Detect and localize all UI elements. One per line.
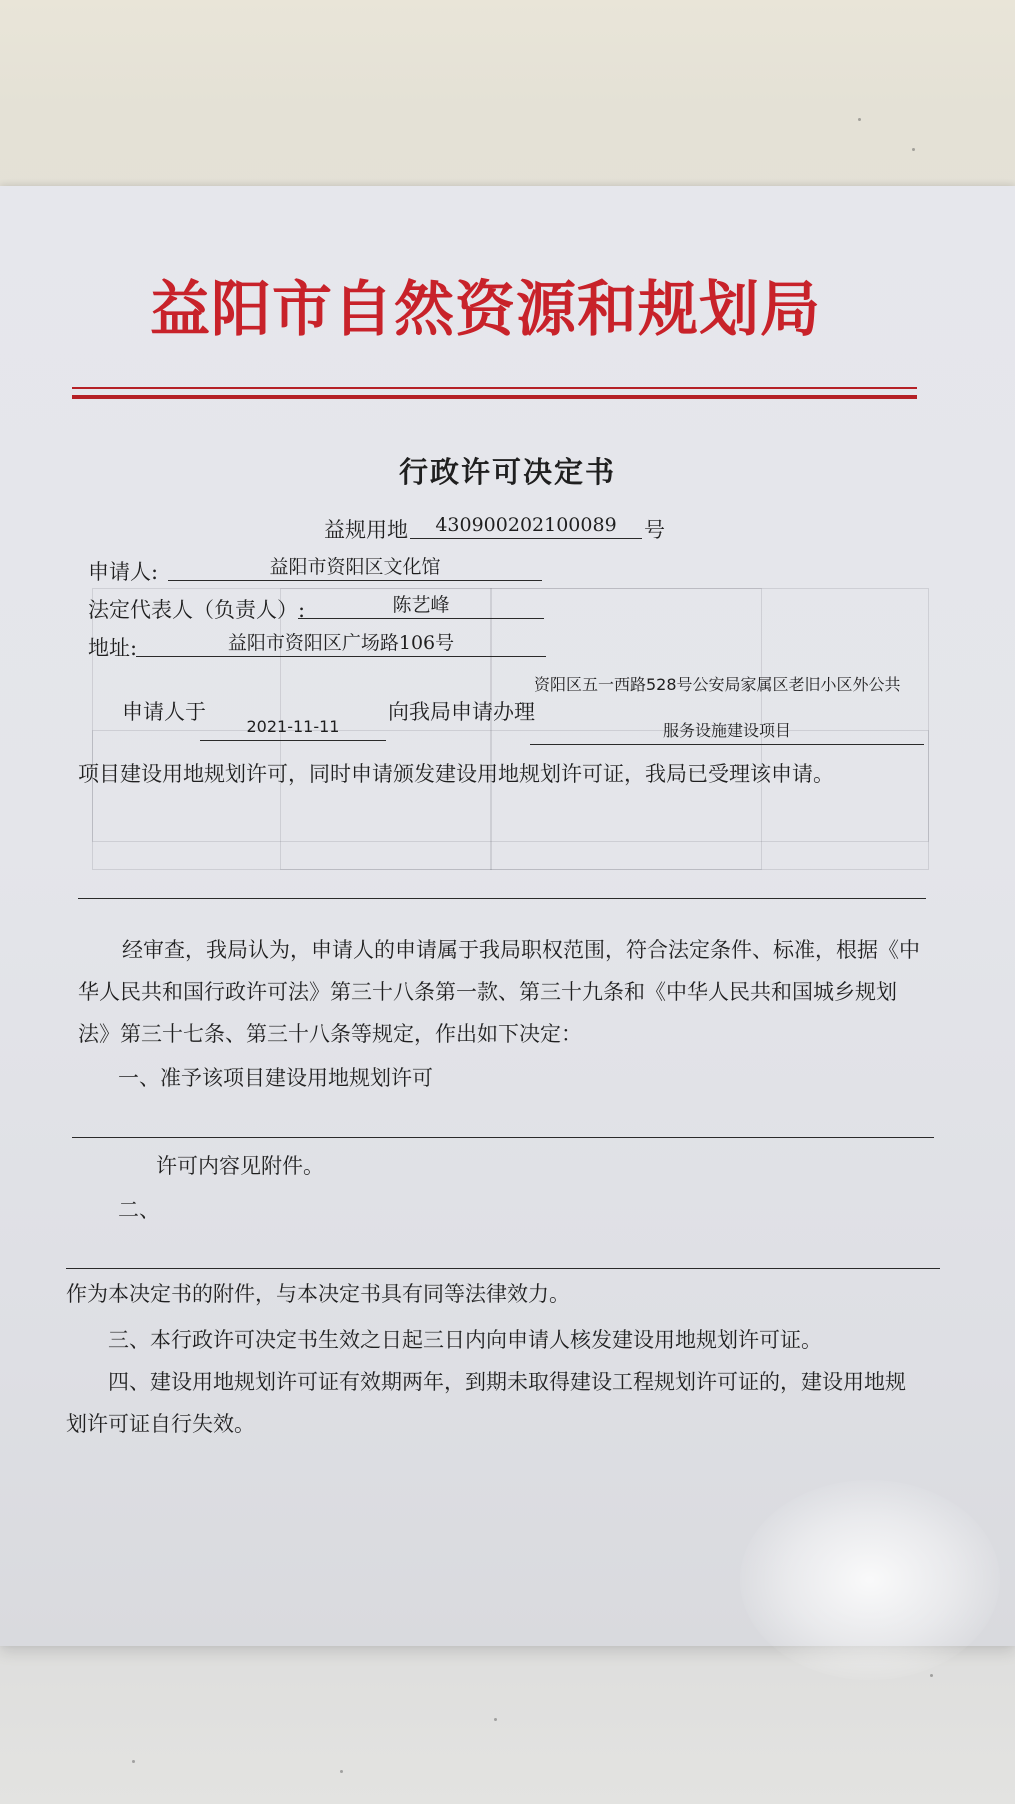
- address-value: 益阳市资阳区广场路106号: [136, 630, 546, 657]
- applicant-value: 益阳市资阳区文化馆: [168, 554, 542, 581]
- application-date: 2021-11-11: [200, 714, 386, 741]
- legal-rep-label: 法定代表人（负责人）:: [88, 598, 306, 622]
- application-intro-left: 申请人于: [122, 700, 206, 724]
- review-line1: 经审查，我局认为，申请人的申请属于我局职权范围，符合法定条件、标准，根据《中: [122, 938, 920, 962]
- decision-item3: 三、本行政许可决定书生效之日起三日内向申请人核发建设用地规划许可证。: [108, 1328, 822, 1352]
- application-intro-mid: 向我局申请办理: [388, 700, 535, 724]
- address-label: 地址:: [88, 636, 138, 660]
- speck: [912, 148, 915, 151]
- decision-item1: 一、准予该项目建设用地规划许可: [118, 1066, 433, 1090]
- decision-item2: 二、: [118, 1198, 160, 1222]
- legal-rep-value: 陈艺峰: [298, 592, 544, 619]
- decision-item4-line2: 划许可证自行失效。: [66, 1412, 255, 1436]
- decision-item4-line1: 四、建设用地规划许可证有效期两年，到期未取得建设工程规划许可证的，建设用地规: [108, 1370, 906, 1394]
- agency-name-heading: 益阳市自然资源和规划局: [150, 275, 821, 345]
- application-project-line1: 资阳区五一西路528号公安局家属区老旧小区外公共: [534, 675, 901, 694]
- decision-item1-blank-line: [72, 1137, 934, 1138]
- header-rule-thick: [72, 395, 917, 399]
- doc-number-value: 430900202100089: [410, 512, 642, 539]
- speck: [930, 1674, 933, 1677]
- review-line2: 华人民共和国行政许可法》第三十八条第一款、第三十九条和《中华人民共和国城乡规划: [78, 980, 897, 1004]
- equal-effect-note: 作为本决定书的附件，与本决定书具有同等法律效力。: [66, 1282, 570, 1306]
- speck: [494, 1718, 497, 1721]
- application-line3: 项目建设用地规划许可，同时申请颁发建设用地规划许可证，我局已受理该申请。: [78, 762, 834, 786]
- decision-item2-blank-line: [66, 1268, 940, 1269]
- applicant-label: 申请人:: [88, 560, 159, 584]
- speck: [858, 118, 861, 121]
- attachment-note: 许可内容见附件。: [156, 1154, 324, 1178]
- speck: [132, 1760, 135, 1763]
- doc-number-suffix: 号: [644, 518, 665, 542]
- review-line3: 法》第三十七条、第三十八条等规定，作出如下决定：: [78, 1022, 582, 1046]
- speck: [340, 1770, 343, 1773]
- section-divider-1: [78, 898, 926, 899]
- doc-number-prefix: 益规用地: [324, 518, 408, 542]
- header-rule-thin: [72, 387, 917, 389]
- document-title: 行政许可决定书: [398, 455, 616, 489]
- application-project-line2: 服务设施建设项目: [530, 718, 924, 745]
